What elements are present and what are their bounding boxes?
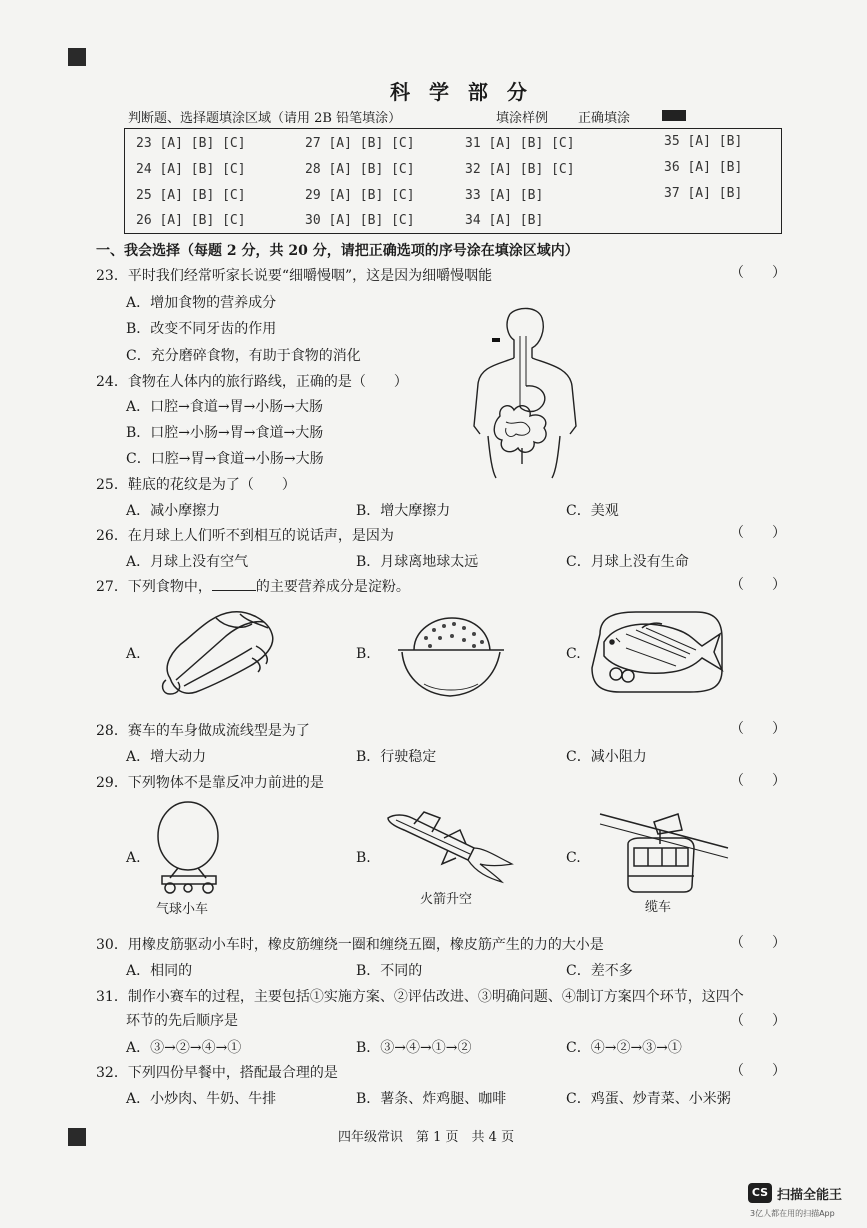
fill-instruction: 判断题、选择题填涂区域（请用 2B 铅笔填涂） <box>128 111 402 126</box>
balloon-car-image[interactable] <box>148 800 228 896</box>
correct-label: 正确填涂 <box>578 111 631 126</box>
registration-mark-bottom <box>68 1128 86 1146</box>
registration-mark-top <box>68 48 86 66</box>
q29-answer-blank[interactable]: （ ） <box>730 773 786 789</box>
q31-stem-line2: 环节的先后顺序是 <box>126 1013 238 1029</box>
scanner-app-name: 扫描全能王 <box>777 1188 843 1203</box>
q28-option-b[interactable]: B．行驶稳定 <box>356 749 437 765</box>
q24-option-a[interactable]: A．口腔→食道→胃→小肠→大肠 <box>126 399 324 415</box>
answer-row-37[interactable]: 37 [A] [B] <box>664 186 743 201</box>
scanner-logo-icon: CS <box>748 1183 772 1203</box>
q30-option-c[interactable]: C．差不多 <box>566 963 633 979</box>
answer-row-31[interactable]: 31 [A] [B] [C] <box>465 136 575 151</box>
q27-blank[interactable] <box>212 578 256 591</box>
page-title: 科 学 部 分 <box>390 80 533 104</box>
q27-option-b[interactable]: B. <box>356 646 371 662</box>
fish-plate-image[interactable] <box>586 608 726 696</box>
q25-option-b[interactable]: B．增大摩擦力 <box>356 503 451 519</box>
q30-stem: 30．用橡皮筋驱动小车时，橡皮筋缠绕一圈和缠绕五圈，橡皮筋产生的力的大小是 <box>96 937 604 953</box>
q26-stem: 26．在月球上人们听不到相互的说话声，是因为 <box>96 528 394 544</box>
answer-row-33[interactable]: 33 [A] [B] <box>465 188 544 203</box>
q26-option-a[interactable]: A．月球上没有空气 <box>126 554 249 570</box>
q25-option-a[interactable]: A．减小摩擦力 <box>126 503 221 519</box>
cabbage-image[interactable] <box>156 606 280 698</box>
digestive-system-image <box>470 306 580 484</box>
scanner-tagline: 3亿人都在用的扫描App <box>750 1209 835 1218</box>
q31-option-b[interactable]: B．③→④→①→② <box>356 1040 472 1056</box>
answer-row-27[interactable]: 27 [A] [B] [C] <box>305 136 415 151</box>
answer-row-30[interactable]: 30 [A] [B] [C] <box>305 213 415 228</box>
q27-option-a[interactable]: A. <box>126 646 141 662</box>
sample-label: 填涂样例 <box>496 111 549 126</box>
answer-row-32[interactable]: 32 [A] [B] [C] <box>465 162 575 177</box>
q27-stem-post: 的主要营养成分是淀粉。 <box>255 579 410 595</box>
answer-row-26[interactable]: 26 [A] [B] [C] <box>136 213 246 228</box>
q31-stem-line1: 31．制作小赛车的过程，主要包括①实施方案、②评估改进、③明确问题、④制订方案四个环节，这四个 <box>96 989 744 1005</box>
q31-option-c[interactable]: C．④→②→③→① <box>566 1040 682 1056</box>
q28-answer-blank[interactable]: （ ） <box>730 721 786 737</box>
correct-fill-sample <box>662 110 686 121</box>
q28-option-c[interactable]: C．减小阻力 <box>566 749 647 765</box>
answer-row-23[interactable]: 23 [A] [B] [C] <box>136 136 246 151</box>
q27-stem <box>96 576 410 596</box>
q24-option-b[interactable]: B．口腔→小肠→胃→食道→大肠 <box>126 425 324 441</box>
q26-option-c[interactable]: C．月球上没有生命 <box>566 554 689 570</box>
q27-option-c[interactable]: C. <box>566 646 581 662</box>
q29-option-a[interactable]: A. <box>126 850 141 866</box>
q23-option-b[interactable]: B．改变不同牙齿的作用 <box>126 321 277 337</box>
q29-c-caption: 缆车 <box>645 900 672 915</box>
q32-option-b[interactable]: B．薯条、炸鸡腿、咖啡 <box>356 1091 507 1107</box>
q24-option-c[interactable]: C．口腔→胃→食道→小肠→大肠 <box>126 451 324 467</box>
q32-answer-blank[interactable]: （ ） <box>730 1063 786 1079</box>
q23-stem: 23．平时我们经常听家长说要“细嚼慢咽”，这是因为细嚼慢咽能 <box>96 268 493 284</box>
answer-row-29[interactable]: 29 [A] [B] [C] <box>305 188 415 203</box>
q24-stem: 24．食物在人体内的旅行路线，正确的是（ ） <box>96 374 408 390</box>
q32-option-a[interactable]: A．小炒肉、牛奶、牛排 <box>126 1091 277 1107</box>
answer-row-25[interactable]: 25 [A] [B] [C] <box>136 188 246 203</box>
q25-option-c[interactable]: C．美观 <box>566 503 619 519</box>
q29-stem: 29．下列物体不是靠反冲力前进的是 <box>96 775 324 791</box>
q28-option-a[interactable]: A．增大动力 <box>126 749 207 765</box>
q26-answer-blank[interactable]: （ ） <box>730 525 786 541</box>
q27-answer-blank[interactable]: （ ） <box>730 577 786 593</box>
answer-row-28[interactable]: 28 [A] [B] [C] <box>305 162 415 177</box>
q32-option-c[interactable]: C．鸡蛋、炒青菜、小米粥 <box>566 1091 731 1107</box>
q23-answer-blank[interactable]: （ ） <box>730 265 786 281</box>
answer-row-24[interactable]: 24 [A] [B] [C] <box>136 162 246 177</box>
q29-option-b[interactable]: B. <box>356 850 371 866</box>
q25-stem: 25．鞋底的花纹是为了（ ） <box>96 477 296 493</box>
q31-answer-blank[interactable]: （ ） <box>730 1013 786 1029</box>
q27-stem-pre: 27．下列食物中， <box>96 579 212 595</box>
q31-option-a[interactable]: A．③→②→④→① <box>126 1040 242 1056</box>
answer-row-34[interactable]: 34 [A] [B] <box>465 213 544 228</box>
q29-b-caption: 火箭升空 <box>420 892 473 907</box>
q29-option-c[interactable]: C. <box>566 850 581 866</box>
q23-option-a[interactable]: A．增加食物的营养成分 <box>126 295 277 311</box>
q26-option-b[interactable]: B．月球离地球太远 <box>356 554 479 570</box>
q32-stem: 32．下列四份早餐中，搭配最合理的是 <box>96 1065 338 1081</box>
section-heading: 一、我会选择（每题 2 分，共 20 分，请把正确选项的序号涂在填涂区域内） <box>96 243 579 259</box>
q30-answer-blank[interactable]: （ ） <box>730 935 786 951</box>
q29-a-caption: 气球小车 <box>156 902 209 917</box>
rocket-image[interactable] <box>384 808 514 884</box>
answer-row-35[interactable]: 35 [A] [B] <box>664 134 743 149</box>
q23-option-c[interactable]: C．充分磨碎食物，有助于食物的消化 <box>126 348 361 364</box>
answer-row-36[interactable]: 36 [A] [B] <box>664 160 743 175</box>
q30-option-a[interactable]: A．相同的 <box>126 963 193 979</box>
q28-stem: 28．赛车的车身做成流线型是为了 <box>96 723 310 739</box>
q30-option-b[interactable]: B．不同的 <box>356 963 423 979</box>
page-footer: 四年级常识 第 1 页 共 4 页 <box>338 1130 515 1145</box>
rice-bowl-image[interactable] <box>394 610 508 702</box>
cable-car-image[interactable] <box>598 804 730 894</box>
